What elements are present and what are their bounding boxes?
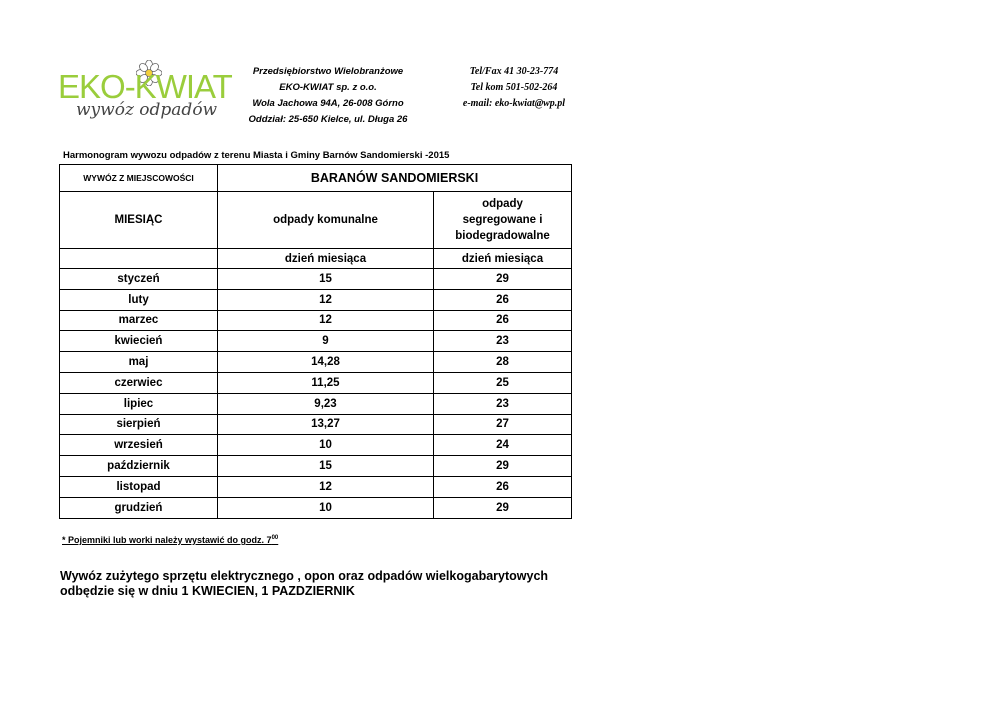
day-of-month-label: dzień miesiąca: [434, 249, 572, 269]
municipal-day-cell: 9: [218, 331, 434, 352]
segregated-day-cell: 28: [434, 352, 572, 373]
segregated-header-line: biodegradowalne: [455, 230, 550, 242]
municipal-day-cell: 14,28: [218, 352, 434, 373]
segregated-day-cell: 24: [434, 435, 572, 456]
table-row: [60, 456, 572, 477]
company-line: Wola Jachowa 94A, 26-008 Górno: [252, 98, 404, 109]
company-line: Przedsiębiorstwo Wielobranżowe: [252, 66, 404, 77]
contact-telkom: Tel kom 501-502-264: [470, 82, 558, 93]
month-cell: styczeń: [60, 269, 218, 290]
table-row: [60, 497, 572, 518]
segregated-day-cell: 26: [434, 289, 572, 310]
table-subheader-row: [60, 249, 572, 269]
table-header-row: [60, 192, 572, 249]
municipal-day-cell: 12: [218, 310, 434, 331]
municipal-day-cell: 12: [218, 476, 434, 497]
company-info: [238, 64, 418, 128]
month-cell: listopad: [60, 476, 218, 497]
month-cell: sierpień: [60, 414, 218, 435]
contact-telfax: Tel/Fax 41 30-23-774: [469, 66, 559, 77]
table-row: [60, 393, 572, 414]
month-cell: wrzesień: [60, 435, 218, 456]
month-cell: grudzień: [60, 497, 218, 518]
month-cell: luty: [60, 289, 218, 310]
company-logo: [58, 60, 233, 125]
month-column-header: MIESIĄC: [60, 192, 218, 249]
segregated-day-cell: 29: [434, 269, 572, 290]
month-cell: październik: [60, 456, 218, 477]
month-cell: marzec: [60, 310, 218, 331]
municipal-day-cell: 10: [218, 435, 434, 456]
month-cell: maj: [60, 352, 218, 373]
day-of-month-label: dzień miesiąca: [218, 249, 434, 269]
municipal-day-cell: 15: [218, 269, 434, 290]
municipal-day-cell: 15: [218, 456, 434, 477]
footer-line: Wywóz zużytego sprzętu elektrycznego , opon oraz odpadów wielkogabarytowych: [60, 569, 549, 583]
segregated-day-cell: 27: [434, 414, 572, 435]
segregated-header-line: segregowane i: [462, 214, 543, 226]
schedule-title: Harmonogram wywozu odpadów z terenu Miasta i Gminy Barnów Sandomierski -2015: [63, 150, 450, 161]
company-line: EKO-KWIAT sp. z o.o.: [279, 82, 377, 93]
municipal-day-cell: 11,25: [218, 372, 434, 393]
company-line: Oddział: 25-650 Kielce, ul. Długa 26: [248, 114, 408, 125]
segregated-header-line: odpady: [482, 198, 523, 210]
segregated-day-cell: 25: [434, 372, 572, 393]
table-row: [60, 476, 572, 497]
municipal-day-cell: 10: [218, 497, 434, 518]
table-row: [60, 310, 572, 331]
note-text: * Pojemniki lub worki należy wystawić do godz. 7: [62, 535, 272, 545]
table-row: [60, 414, 572, 435]
municipal-day-cell: 12: [218, 289, 434, 310]
note: [62, 535, 278, 545]
table-row: [60, 331, 572, 352]
table-row: [60, 269, 572, 290]
location-label-cell: WYWÓZ Z MIEJSCOWOŚCI: [60, 165, 218, 192]
table-row: [60, 352, 572, 373]
segregated-column-header: [434, 192, 572, 249]
municipal-column-header: odpady komunalne: [218, 192, 434, 249]
footer-line: odbędzie się w dniu 1 KWIECIEN, 1 PAZDZIERNIK: [60, 584, 355, 598]
segregated-day-cell: 29: [434, 497, 572, 518]
segregated-day-cell: 26: [434, 476, 572, 497]
table-header-row: [60, 165, 572, 192]
segregated-day-cell: 29: [434, 456, 572, 477]
month-cell: czerwiec: [60, 372, 218, 393]
location-name-cell: BARANÓW SANDOMIERSKI: [218, 165, 572, 192]
municipal-day-cell: 13,27: [218, 414, 434, 435]
contact-email: e-mail: eko-kwiat@wp.pl: [462, 98, 566, 109]
segregated-day-cell: 26: [434, 310, 572, 331]
note-superscript: 00: [271, 535, 279, 541]
table-row: [60, 289, 572, 310]
month-cell: lipiec: [60, 393, 218, 414]
segregated-day-cell: 23: [434, 393, 572, 414]
segregated-day-cell: 23: [434, 331, 572, 352]
table-body: [60, 269, 572, 519]
table-row: [60, 372, 572, 393]
logo-brand: EKO-KWIAT: [58, 68, 232, 105]
table-row: [60, 435, 572, 456]
empty-cell: [60, 249, 218, 269]
logo-tagline: wywóz odpadów: [76, 100, 218, 120]
footer-notice: [60, 569, 548, 599]
schedule-table: [59, 164, 572, 519]
contact-info: [444, 64, 584, 112]
municipal-day-cell: 9,23: [218, 393, 434, 414]
month-cell: kwiecień: [60, 331, 218, 352]
